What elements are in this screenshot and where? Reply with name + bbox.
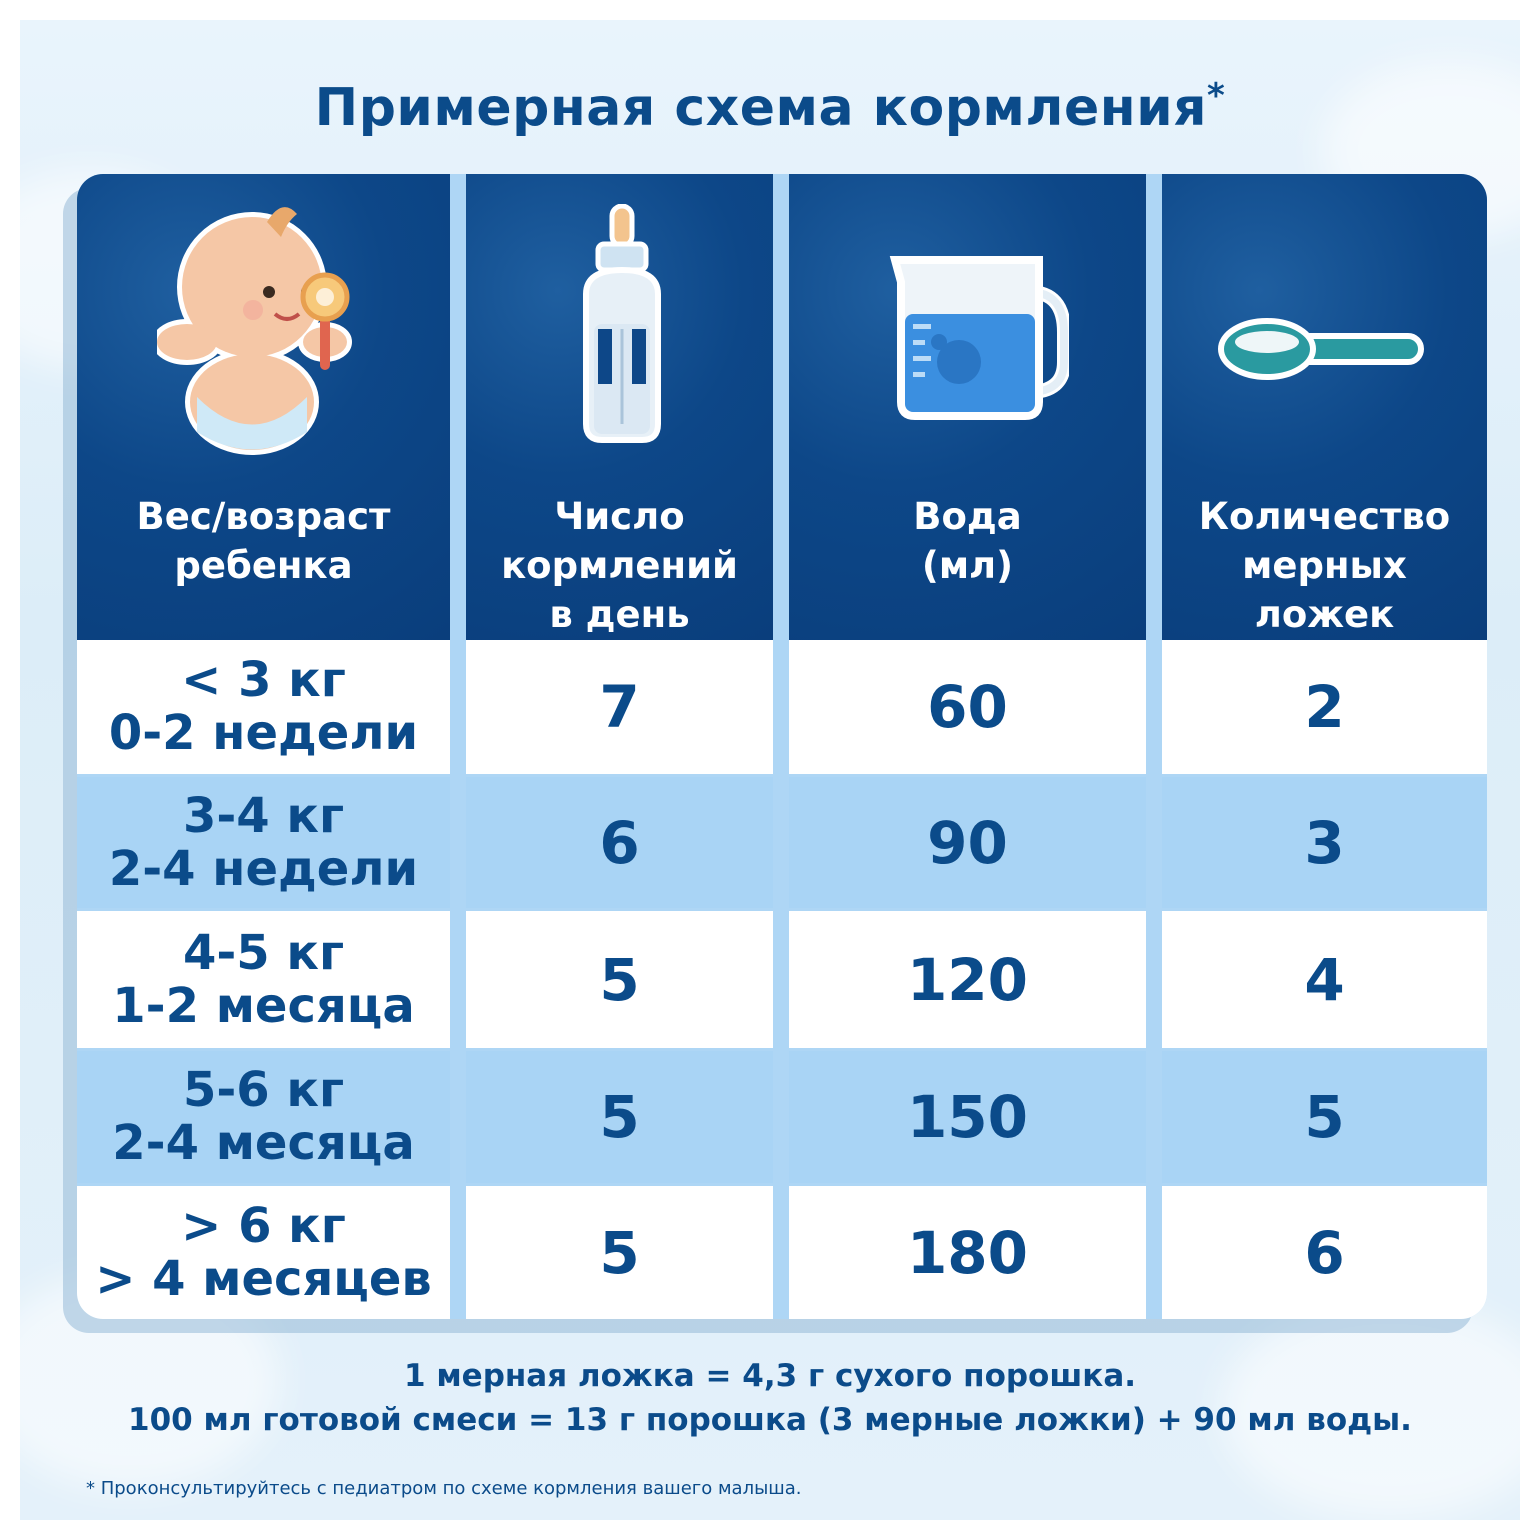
table-cell-water: 150 xyxy=(789,1051,1146,1183)
feeding-chart-card xyxy=(20,20,1520,1520)
header-label: Вода (мл) xyxy=(913,495,1022,587)
header-feedings xyxy=(466,174,773,640)
note-spoon-weight: 1 мерная ложка = 4,3 г сухого порошка. xyxy=(403,1358,1137,1394)
spoon-icon xyxy=(1217,314,1427,384)
table-cell-spoons: 5 xyxy=(1162,1051,1487,1183)
header-spoons xyxy=(1162,174,1487,640)
table-cell-weight-age: 5-6 кг 2-4 месяца xyxy=(77,1051,450,1183)
feeding-table xyxy=(77,174,1487,1319)
footnote: * Проконсультируйтесь с педиатром по схеме кормления вашего малыша. xyxy=(86,1478,802,1499)
measuring-jug-icon xyxy=(889,252,1069,422)
table-cell-spoons: 3 xyxy=(1162,777,1487,908)
table-cell-feedings: 5 xyxy=(466,1051,773,1183)
table-cell-spoons: 2 xyxy=(1162,640,1487,774)
table-cell-weight-age: 3-4 кг 2-4 недели xyxy=(77,777,450,908)
table-cell-water: 90 xyxy=(789,777,1146,908)
header-label: Количество мерных ложек xyxy=(1198,495,1451,636)
table-cell-feedings: 5 xyxy=(466,911,773,1048)
table-cell-water: 120 xyxy=(789,911,1146,1048)
table-cell-weight-age: > 6 кг > 4 месяцев xyxy=(77,1186,450,1319)
note-mix-ratio: 100 мл готовой смеси = 13 г порошка (3 мерные ложки) + 90 мл воды. xyxy=(128,1402,1412,1438)
bottle-icon xyxy=(576,204,668,444)
table-cell-water: 60 xyxy=(789,640,1146,774)
table-cell-feedings: 5 xyxy=(466,1186,773,1319)
table-cell-water: 180 xyxy=(789,1186,1146,1319)
header-label: Число кормлений в день xyxy=(501,495,738,636)
table-cell-weight-age: < 3 кг 0-2 недели xyxy=(77,640,450,774)
table-cell-spoons: 4 xyxy=(1162,911,1487,1048)
table-cell-feedings: 6 xyxy=(466,777,773,908)
header-label: Вес/возраст ребенка xyxy=(136,495,391,587)
header-water xyxy=(789,174,1146,640)
baby-icon xyxy=(157,192,367,462)
page-title: Примерная схема кормления* xyxy=(314,76,1226,138)
header-weight-age xyxy=(77,174,450,640)
table-cell-spoons: 6 xyxy=(1162,1186,1487,1319)
table-cell-weight-age: 4-5 кг 1-2 месяца xyxy=(77,911,450,1048)
table-cell-feedings: 7 xyxy=(466,640,773,774)
